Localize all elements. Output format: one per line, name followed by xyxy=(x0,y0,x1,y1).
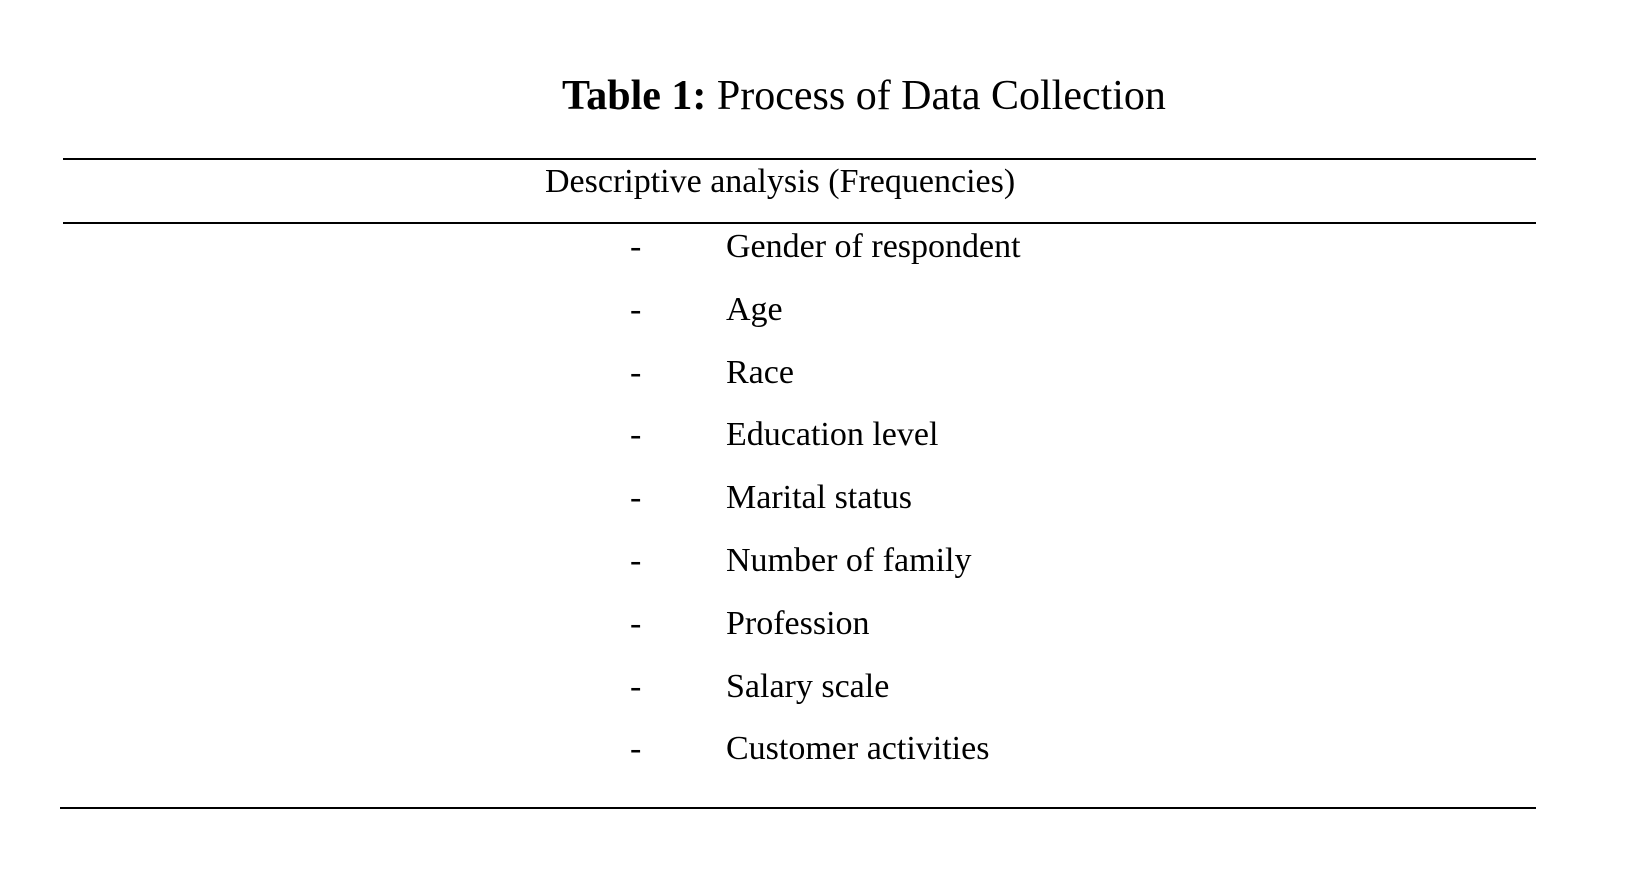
table-bottom-rule xyxy=(60,807,1536,809)
row-label: Number of family xyxy=(726,541,972,579)
row-label: Salary scale xyxy=(726,667,890,705)
row-bullet-dash: - xyxy=(630,541,642,579)
table-row xyxy=(0,538,1632,601)
row-label: Age xyxy=(726,290,783,328)
table-item-list xyxy=(0,224,1632,789)
table-row xyxy=(0,475,1632,538)
table-row xyxy=(0,224,1632,287)
table-row xyxy=(0,350,1632,413)
row-bullet-dash: - xyxy=(630,416,642,454)
row-label: Marital status xyxy=(726,479,913,517)
table-caption xyxy=(0,66,1632,126)
row-label: Profession xyxy=(726,604,870,642)
row-bullet-dash: - xyxy=(630,604,642,642)
table-row xyxy=(0,726,1632,789)
row-bullet-dash: - xyxy=(630,479,642,517)
row-label: Race xyxy=(726,353,794,391)
row-label: Education level xyxy=(726,416,939,454)
table-caption-label: Table 1: xyxy=(562,73,707,119)
table-row xyxy=(0,664,1632,727)
table-row xyxy=(0,412,1632,475)
row-label: Gender of respondent xyxy=(726,228,1021,265)
row-bullet-dash: - xyxy=(630,228,642,265)
row-bullet-dash: - xyxy=(630,290,642,328)
table-caption-title: Process of Data Collection xyxy=(716,73,1166,119)
table-header: Descriptive analysis (Frequencies) xyxy=(545,163,1016,200)
table-row xyxy=(0,601,1632,664)
row-bullet-dash: - xyxy=(630,667,642,705)
table-row xyxy=(0,287,1632,350)
row-bullet-dash: - xyxy=(630,730,642,768)
row-label: Customer activities xyxy=(726,730,990,768)
row-bullet-dash: - xyxy=(630,353,642,391)
